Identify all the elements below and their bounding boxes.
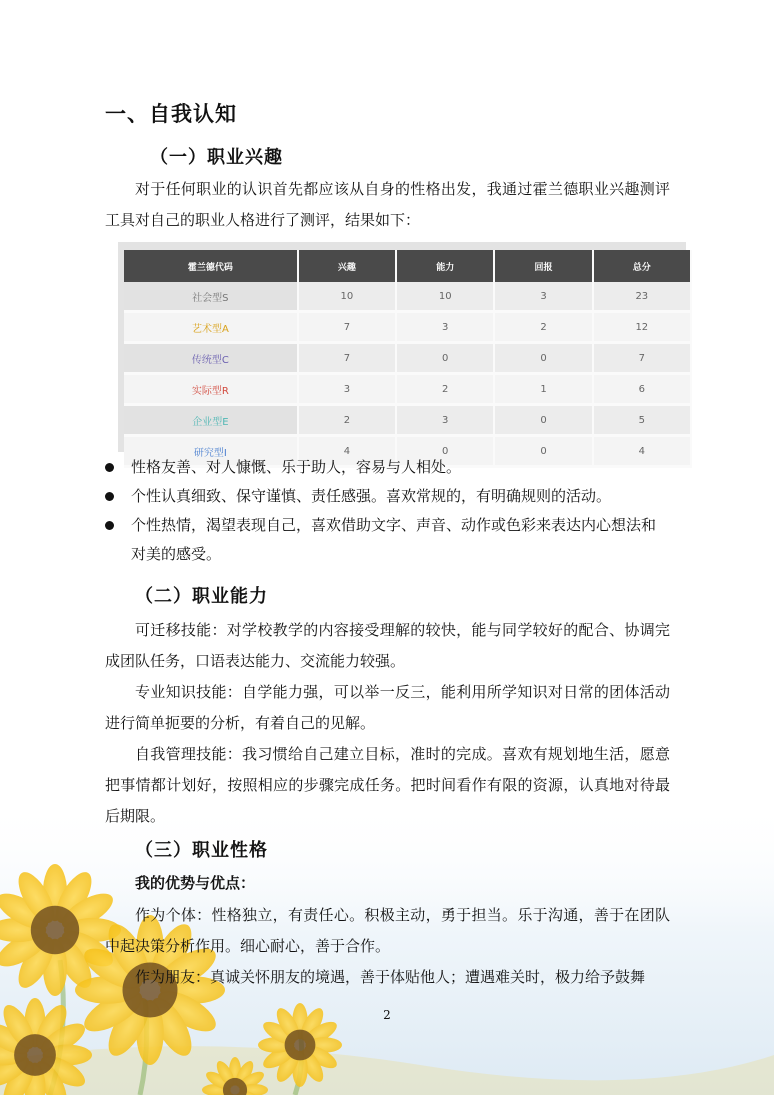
table-header-row xyxy=(124,250,691,282)
holland-code-cell: 实际型R xyxy=(124,374,298,405)
as-friend-paragraph: 作为朋友：真诚关怀朋友的境遇，善于体贴他人；遭遇难关时，极力给予鼓舞 xyxy=(135,968,646,986)
self-management-skills-paragraph: 自我管理技能：我习惯给自己建立目标，准时的完成。喜欢有规划地生活，愿意把事情都计划好，按照相应的步骤完成任务。把时间看作有限的资源，认真地对待最后期限。 xyxy=(105,745,670,825)
list-item: 个性热情，渴望表现自己，喜欢借助文字、声音、动作或色彩来表达内心想法和对美的感受。 xyxy=(105,511,670,569)
transferable-skills-paragraph: 可迁移技能：对学校教学的内容接受理解的较快，能与同学较好的配合、协调完成团队任务，口语表达能力、交流能力较强。 xyxy=(105,621,670,670)
holland-code-cell: 传统型C xyxy=(124,343,298,374)
holland-code-table xyxy=(124,250,692,468)
table-row xyxy=(124,374,691,405)
table-cell: 1 xyxy=(494,374,592,405)
table-cell: 4 xyxy=(298,436,396,467)
table-cell: 3 xyxy=(396,312,494,343)
table-cell: 7 xyxy=(593,343,691,374)
table-cell: 7 xyxy=(298,343,396,374)
table-cell: 10 xyxy=(396,282,494,312)
subheading-career-personality: （三）职业性格 xyxy=(135,840,268,861)
strengths-label: 我的优势与优点： xyxy=(135,874,256,892)
holland-code-cell: 企业型E xyxy=(124,405,298,436)
holland-table-image xyxy=(118,242,686,459)
table-cell: 2 xyxy=(494,312,592,343)
table-cell: 23 xyxy=(593,282,691,312)
table-cell: 3 xyxy=(298,374,396,405)
table-cell: 0 xyxy=(494,436,592,467)
list-item: 个性认真细致、保守谨慎、责任感强。喜欢常规的，有明确规则的活动。 xyxy=(105,482,670,511)
subheading-career-ability: （二）职业能力 xyxy=(135,586,268,607)
table-cell: 6 xyxy=(593,374,691,405)
table-cell: 12 xyxy=(593,312,691,343)
bullet-dot-icon xyxy=(105,463,114,472)
table-cell: 7 xyxy=(298,312,396,343)
table-cell: 10 xyxy=(298,282,396,312)
bullet-dot-icon xyxy=(105,521,114,530)
table-cell: 4 xyxy=(593,436,691,467)
table-row xyxy=(124,282,691,312)
table-header-cell: 回报 xyxy=(494,250,592,282)
trait-bullet-list xyxy=(105,453,670,569)
table-cell: 0 xyxy=(396,343,494,374)
knowledge-skills-paragraph: 专业知识技能：自学能力强，可以举一反三，能利用所学知识对日常的团体活动进行简单扼要的分析，有着自己的见解。 xyxy=(105,683,670,732)
holland-code-cell: 研究型I xyxy=(124,436,298,467)
table-header-cell: 兴趣 xyxy=(298,250,396,282)
table-cell: 5 xyxy=(593,405,691,436)
section-heading-self-awareness: 一、自我认知 xyxy=(105,101,237,126)
table-row xyxy=(124,405,691,436)
as-individual-paragraph: 作为个体：性格独立，有责任心。积极主动，勇于担当。乐于沟通，善于在团队中起决策分析作用。细心耐心，善于合作。 xyxy=(105,906,670,955)
holland-code-cell: 艺术型A xyxy=(124,312,298,343)
table-header-cell: 霍兰德代码 xyxy=(124,250,298,282)
list-item: 性格友善、对人慷慨、乐于助人，容易与人相处。 xyxy=(105,453,670,482)
table-cell: 0 xyxy=(494,405,592,436)
page-number: 2 xyxy=(383,1008,391,1022)
table-cell: 0 xyxy=(494,343,592,374)
table-header-cell: 能力 xyxy=(396,250,494,282)
table-cell: 0 xyxy=(396,436,494,467)
table-cell: 2 xyxy=(396,374,494,405)
interest-intro-paragraph: 对于任何职业的认识首先都应该从自身的性格出发，我通过霍兰德职业兴趣测评工具对自己的职业人格进行了测评，结果如下： xyxy=(105,180,670,229)
table-header-cell: 总分 xyxy=(593,250,691,282)
holland-code-cell: 社会型S xyxy=(124,282,298,312)
table-cell: 2 xyxy=(298,405,396,436)
bullet-dot-icon xyxy=(105,492,114,501)
table-cell: 3 xyxy=(396,405,494,436)
table-cell: 3 xyxy=(494,282,592,312)
table-row xyxy=(124,312,691,343)
subheading-career-interest: （一）职业兴趣 xyxy=(150,147,283,168)
table-row xyxy=(124,343,691,374)
